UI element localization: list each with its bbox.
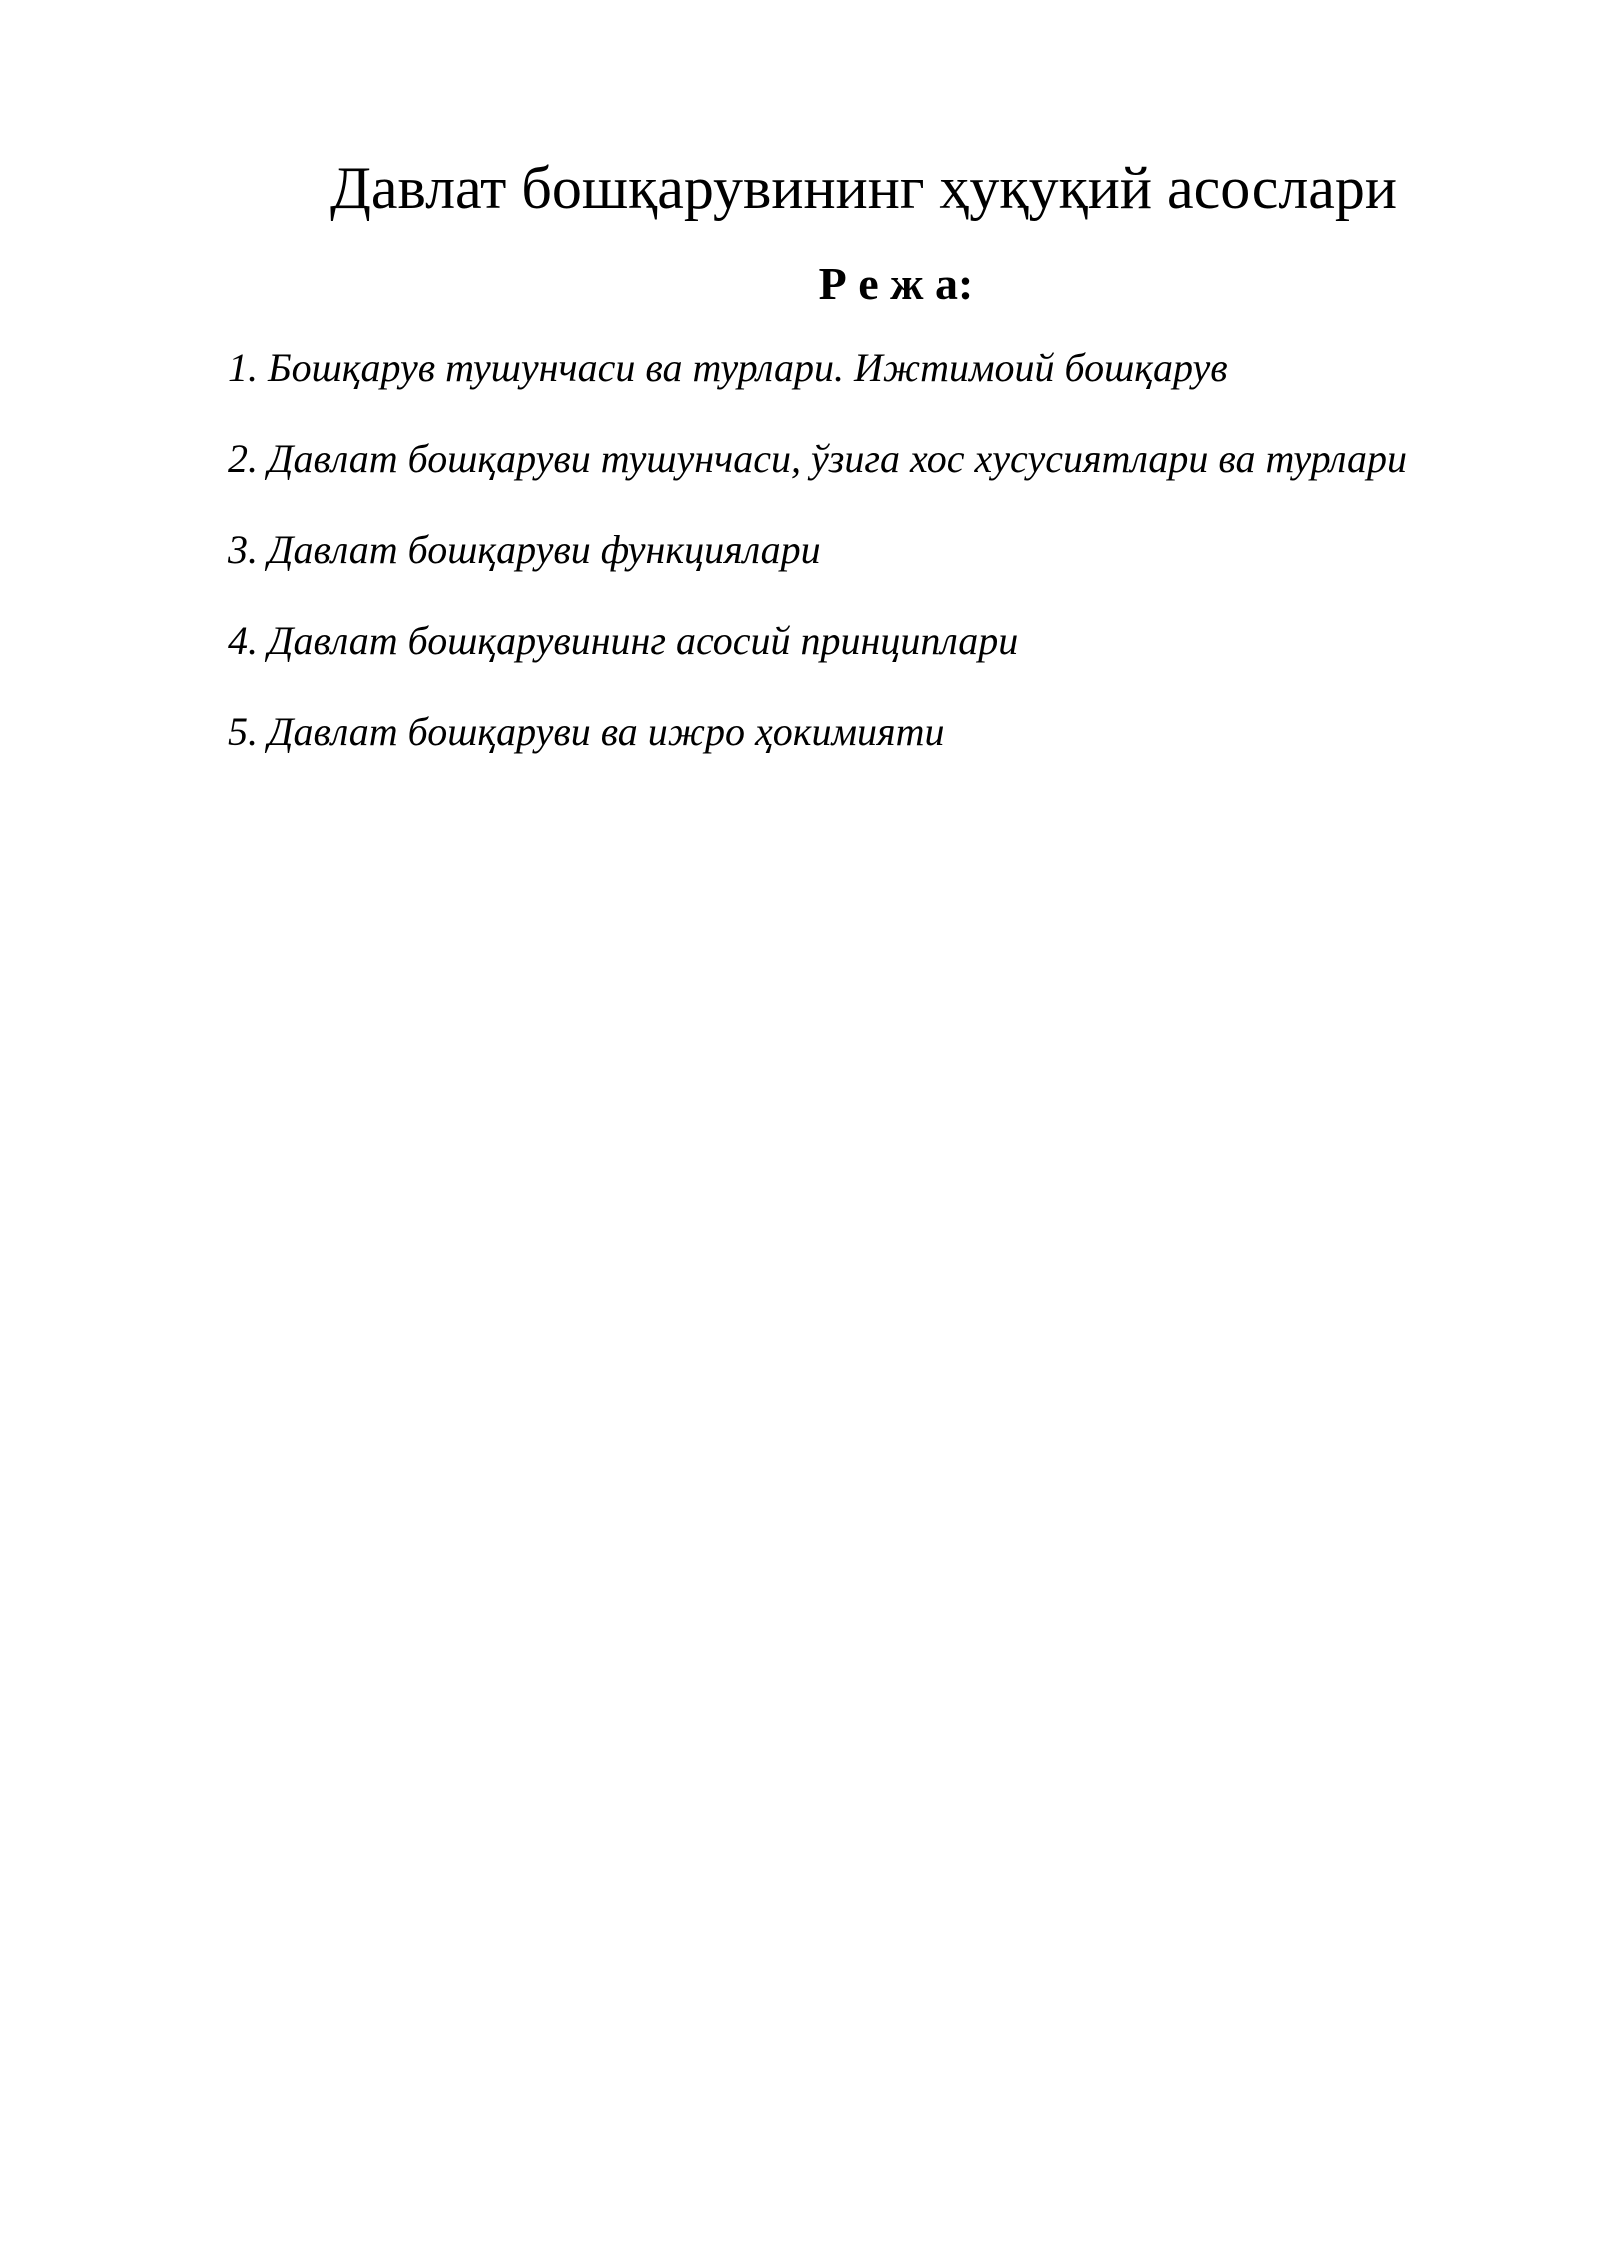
plan-item: 3. Давлат бошқаруви функциялари	[228, 527, 821, 572]
document-title: Давлат бошқарувининг ҳуқуқий асослари	[330, 155, 1398, 221]
plan-item: 1. Бошқарув тушунчаси ва турлари. Ижтимоий бошқарув	[228, 345, 1228, 390]
plan-list	[228, 330, 1408, 785]
plan-item: 2. Давлат бошқаруви тушунчаси, ўзига хос хусусиятлари ва турлари	[228, 436, 1407, 481]
plan-item: 4. Давлат бошқарувининг асосий принциплари	[228, 618, 1019, 663]
plan-heading: Р е ж а:	[818, 258, 974, 309]
plan-item: 5. Давлат бошқаруви ва ижро ҳокимияти	[228, 709, 945, 754]
